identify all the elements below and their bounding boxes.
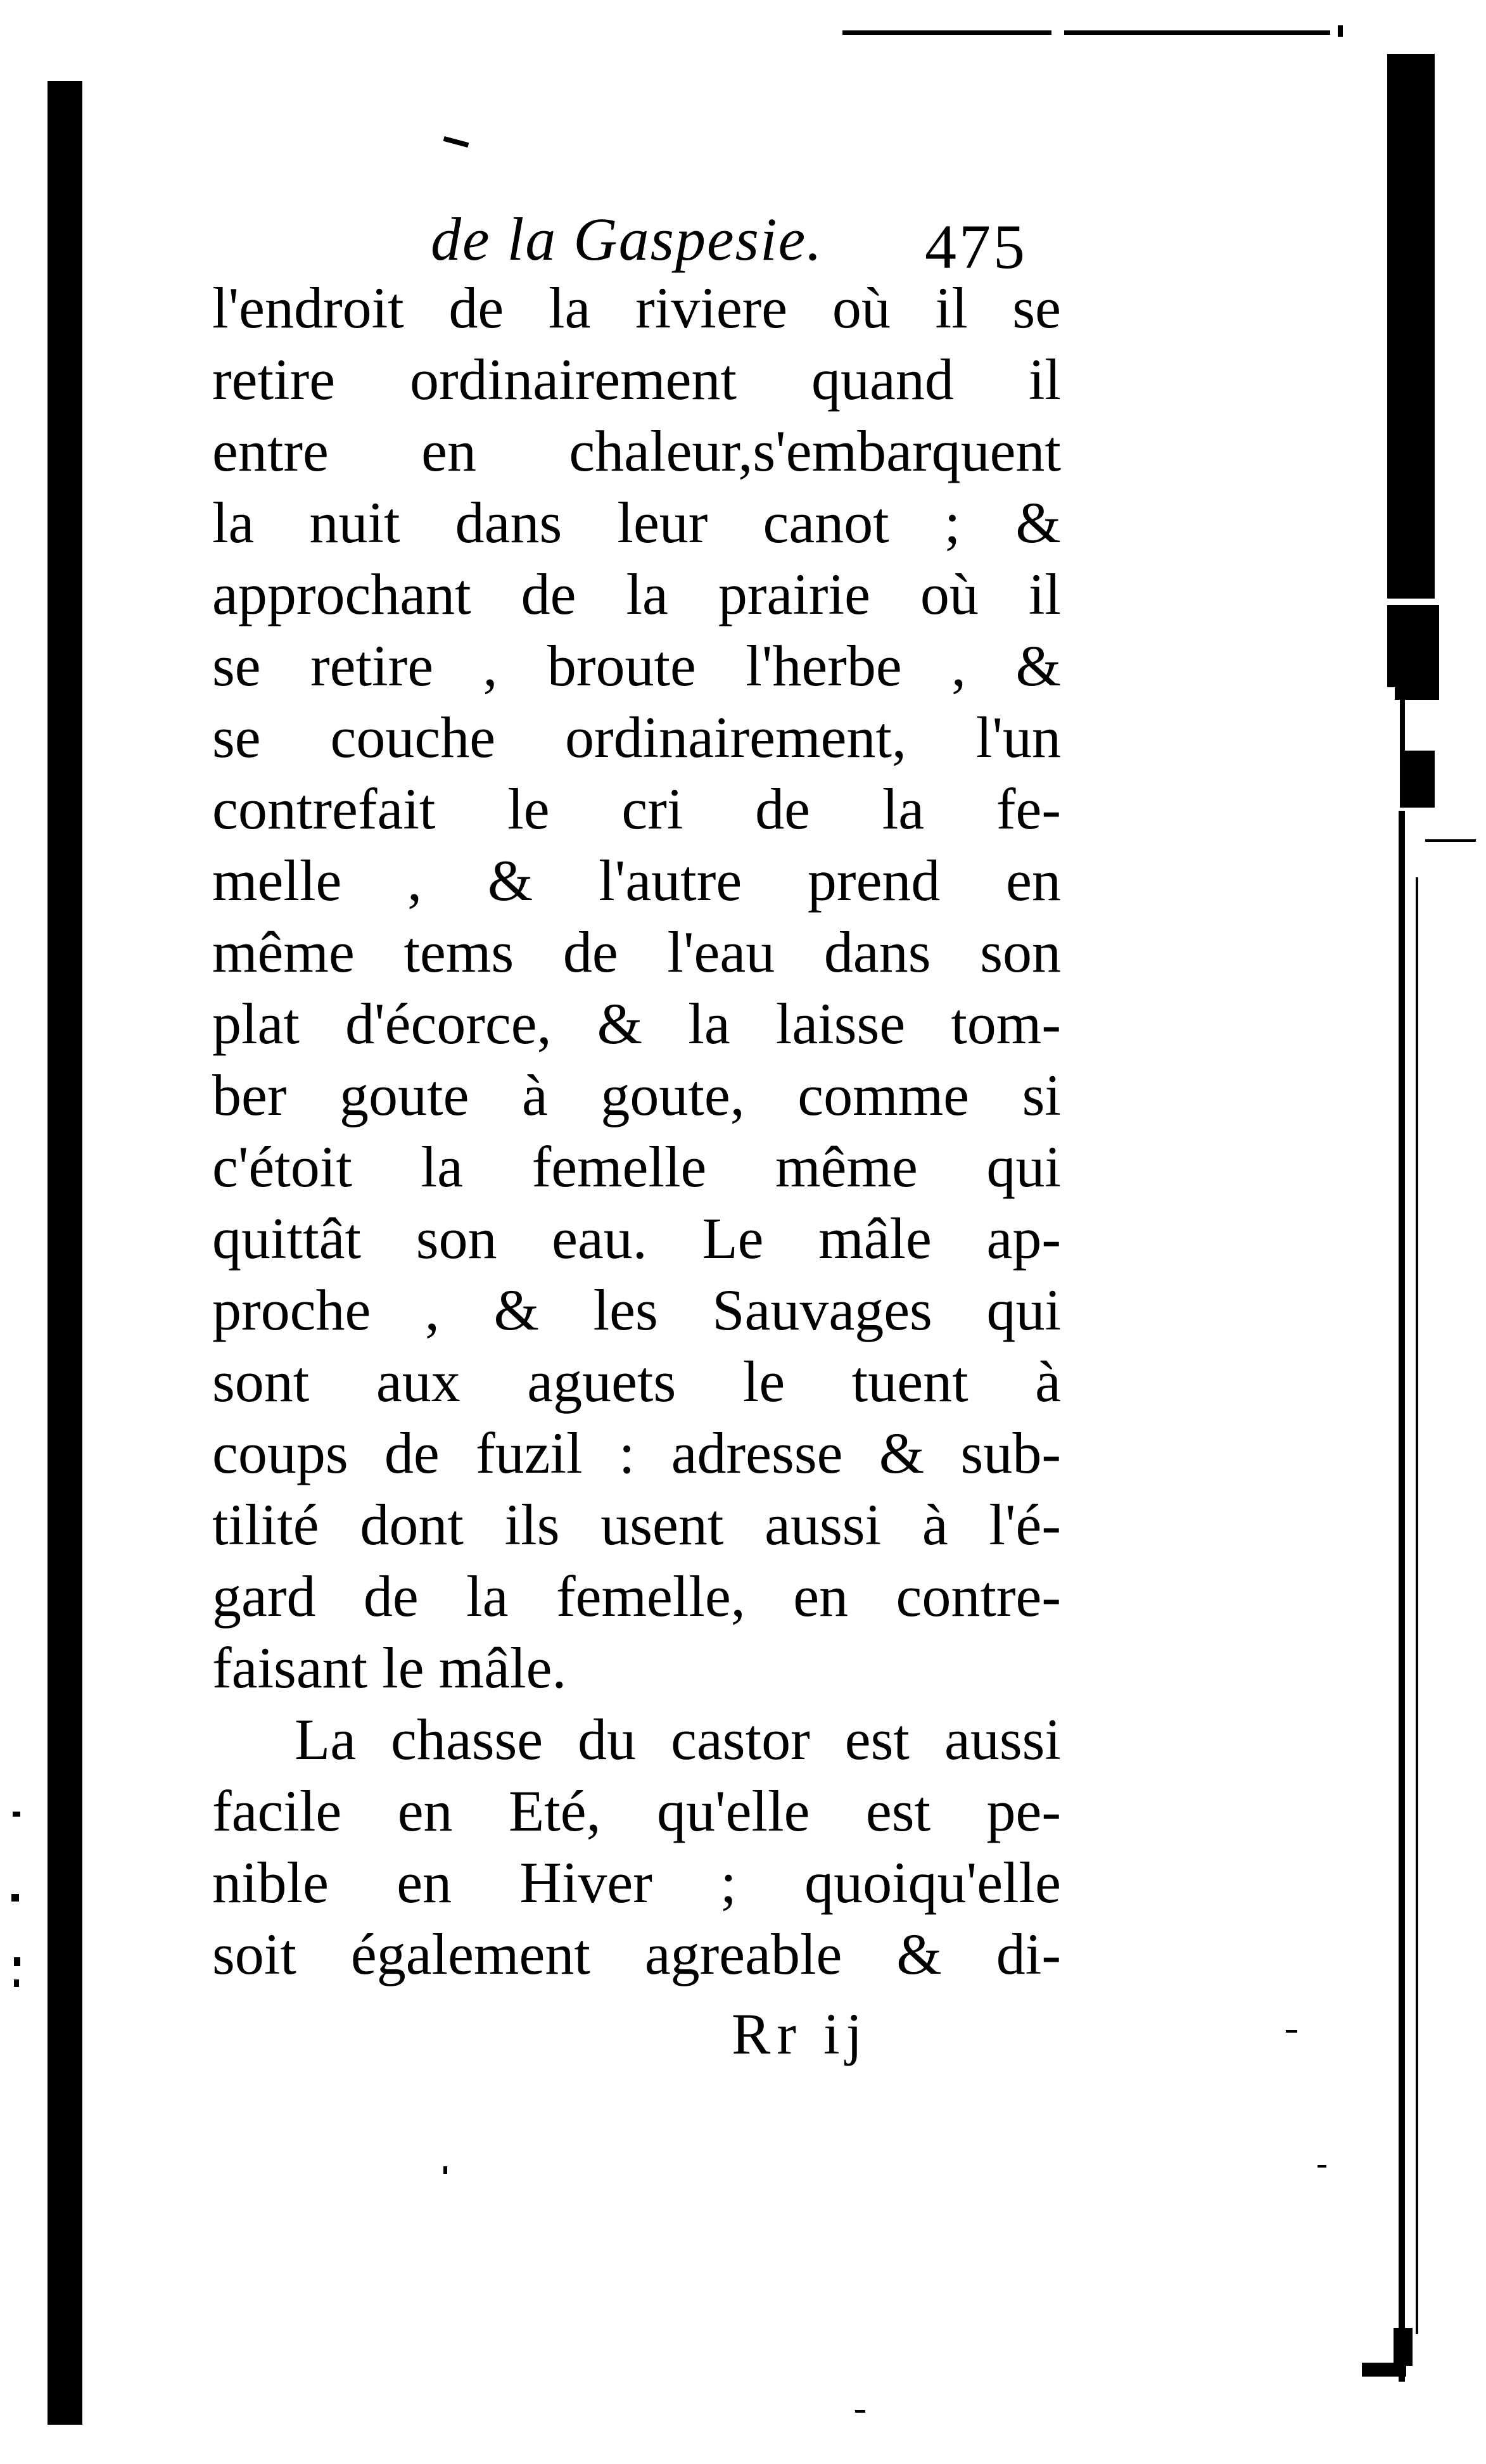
text-line: l'endroit de la riviere où il se [212,276,1061,340]
ink-mark [1362,2363,1406,2377]
text-line: contrefait le cri de la fe- [212,777,1061,841]
running-head: de la Gaspesie. [431,205,823,273]
ink-mark [14,1979,19,1987]
text-line: faisant le mâle. [212,1635,567,1700]
text-line: sont aux aguets le tuent à [212,1349,1061,1414]
signature-mark: Rr ij [732,2002,869,2066]
text-line: soit également agreable & di- [212,1922,1061,1986]
text-line: tilité dont ils usent aussi à l'é- [212,1492,1061,1557]
text-line: retire ordinairement quand il [212,347,1061,412]
top-edge-mark [1064,30,1330,35]
text-line: facile en Eté, qu'elle est pe- [212,1779,1061,1843]
text-line: approchant de la prairie où il [212,562,1061,626]
text-line: ber goute à goute, comme si [212,1063,1061,1127]
ink-mark [14,1957,20,1966]
top-edge-mark [842,30,1051,35]
text-line: La chasse du castor est aussi [295,1707,1061,1772]
binding-shadow [48,81,82,2425]
ink-mark [443,2166,447,2174]
text-line: se retire , broute l'herbe , & [212,633,1061,698]
text-line: même tems de l'eau dans son [212,920,1061,984]
ink-mark [443,136,469,148]
text-line: gard de la femelle, en contre- [212,1564,1061,1629]
ink-mark [855,2410,865,2413]
ink-mark [1286,2030,1297,2033]
text-line: coups de fuzil : adresse & sub- [212,1421,1061,1485]
text-line: proche , & les Sauvages qui [212,1278,1061,1342]
ink-mark [11,1894,19,1902]
text-line: c'étoit la femelle même qui [212,1134,1061,1199]
text-line: nible en Hiver ; quoiqu'elle [212,1850,1061,1915]
ink-mark [1318,2165,1326,2168]
body-text [212,272,1061,1990]
top-edge-mark [1338,25,1343,37]
text-line: se couche ordinairement, l'un [212,705,1061,770]
text-line: entre en chaleur,s'embarquent [212,419,1061,483]
page-edge [1381,54,1438,2385]
page-number: 475 [925,212,1027,282]
text-line: plat d'écorce, & la laisse tom- [212,991,1061,1056]
ink-mark [13,1812,20,1817]
text-line: la nuit dans leur canot ; & [212,490,1061,555]
text-line: melle , & l'autre prend en [212,848,1061,913]
text-line: quittât son eau. Le mâle ap- [212,1206,1061,1271]
